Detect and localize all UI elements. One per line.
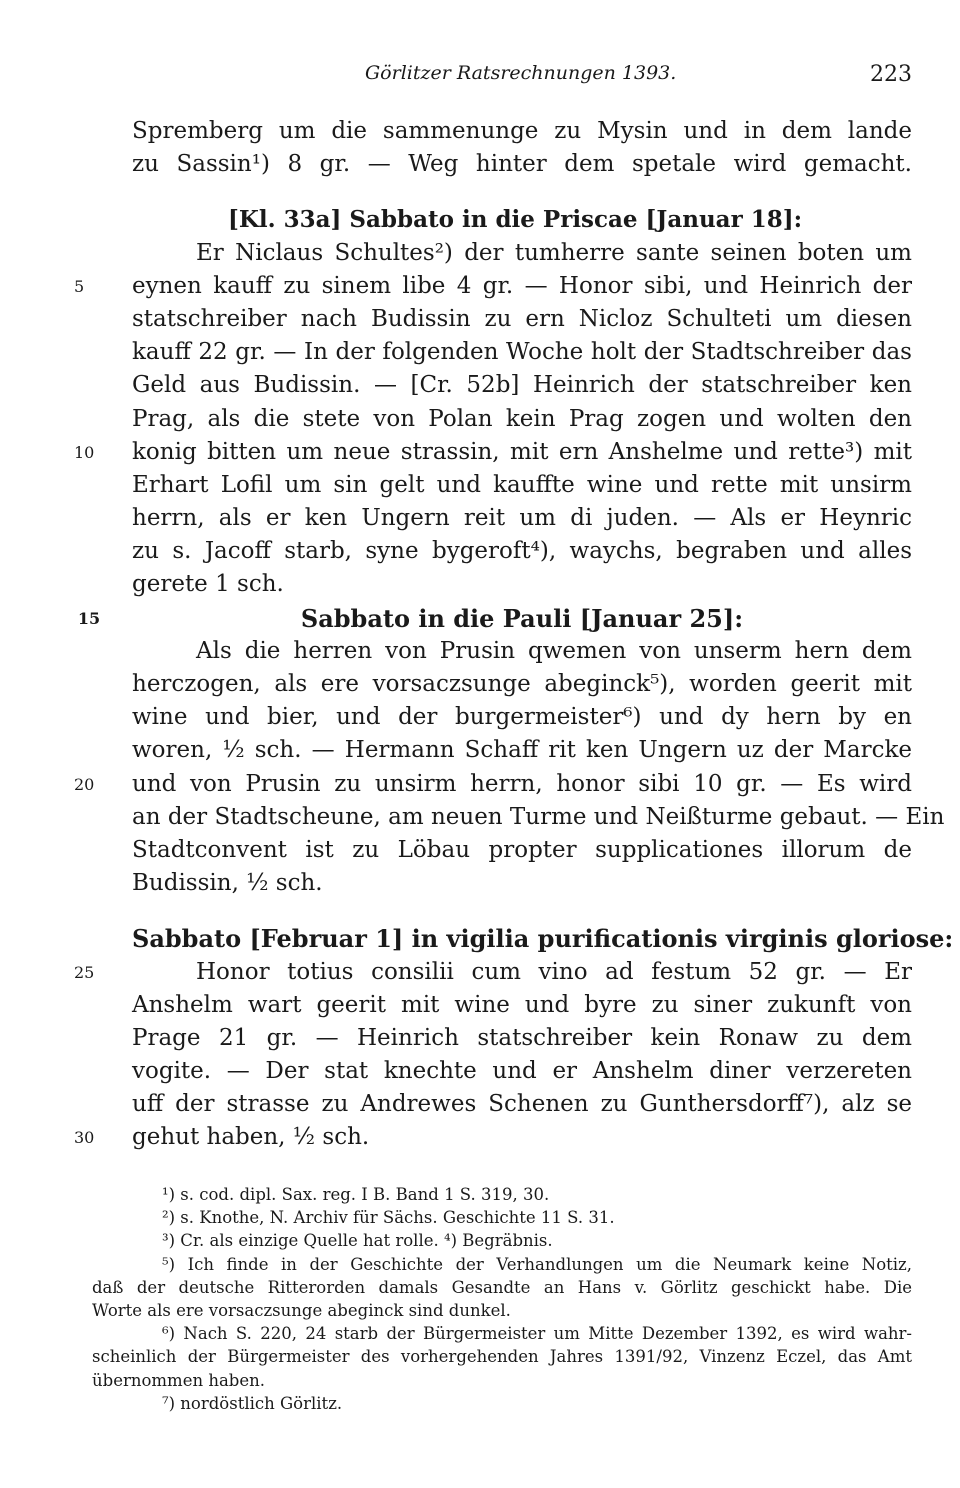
text-line — [74, 956, 912, 989]
line-number: 30 — [74, 1128, 95, 1148]
line-text: statschreiber nach Budissin zu ern Nicloz Schulteti um diesen — [132, 305, 912, 332]
text-line — [132, 867, 912, 900]
line-text: Spremberg um die sammenunge zu Mysin und in dem lande — [132, 118, 912, 144]
text-line — [74, 436, 912, 469]
text-line — [132, 469, 912, 502]
line-text: Geld aus Budissin. — [Cr. 52b] Heinrich der statschreiber ken — [132, 372, 912, 399]
line-text: [Kl. 33a] Sabbato in die Priscae [Januar 18]: — [228, 206, 803, 234]
text-line — [132, 303, 912, 336]
footnote-line: ⁶) Nach S. 220, 24 starb der Bürgermeister um Mitte Dezember 1392, es wird wahr- — [162, 1324, 912, 1344]
section-gap — [132, 900, 912, 922]
page-number: 223 — [870, 62, 912, 87]
text-line — [74, 1121, 912, 1154]
line-text: herczogen, als ere vorsaczsunge abeginck⁵), worden geerit mit — [132, 671, 912, 697]
line-number: 10 — [74, 442, 95, 462]
line-number: 5 — [74, 276, 85, 296]
line-number: 20 — [74, 774, 95, 794]
section-heading — [132, 203, 912, 236]
footnote-line: Worte als ere vorsaczsunge abeginck sind dunkel. — [92, 1300, 511, 1320]
text-line — [132, 502, 912, 535]
line-text: Honor totius consilii cum vino ad festum 52 gr. — Er — [196, 958, 912, 985]
line-text: Erhart Lofil um sin gelt und kauffte wine und rette mit unsirm — [132, 471, 912, 498]
footnote-line: ³) Cr. als einzige Quelle hat rolle. ⁴) Begräbnis. — [162, 1231, 553, 1251]
footnotes — [92, 1183, 912, 1415]
line-text: gehut haben, ½ sch. — [132, 1124, 370, 1151]
line-text: eynen kauff zu sinem libe 4 gr. — Honor sibi, und Heinrich der — [132, 272, 912, 299]
section-heading — [77, 602, 912, 635]
footnote-line: ⁷) nordöstlich Görlitz. — [162, 1393, 343, 1413]
line-text: zu Sassin¹) 8 gr. — Weg hinter dem spetale wird gemacht. — [132, 151, 912, 178]
footnote-line: ⁵) Ich finde in der Geschichte der Verhandlungen um die Neumark keine Notiz, — [162, 1254, 912, 1274]
page-header — [0, 62, 960, 92]
footnote-line: übernommen haben. — [92, 1370, 265, 1390]
line-text: zu s. Jacoff starb, syne bygeroft⁴), waychs, begraben und alles — [132, 538, 912, 565]
line-text: Prag, als die stete von Polan kein Prag zogen und wolten den — [132, 405, 912, 432]
line-text: Als die herren von Prusin qwemen von unserm hern dem — [196, 637, 912, 664]
text-line — [132, 336, 912, 369]
line-text: Sabbato in die Pauli [Januar 25]: — [300, 603, 744, 633]
footnote-line: ¹) s. cod. dipl. Sax. reg. I B. Band 1 S. 319, 30. — [162, 1185, 550, 1204]
text-line — [132, 568, 912, 601]
text-line — [74, 768, 912, 801]
text-line — [132, 148, 912, 181]
line-text: und von Prusin zu unsirm herrn, honor sibi 10 gr. — Es wird — [132, 770, 912, 797]
line-text: herrn, als er ken Ungern reit um di juden. — Als er Heynric — [132, 505, 912, 532]
line-text: wine und bier, und der burgermeister⁶) und dy hern by en — [132, 704, 912, 731]
footnote-line: daß der deutsche Ritterorden damals Gesandte an Hans v. Görlitz geschickt habe. Die — [92, 1277, 912, 1297]
line-text: Budissin, ½ sch. — [132, 870, 323, 897]
text-line — [132, 237, 912, 270]
line-text: woren, ½ sch. — Hermann Schaff rit ken Ungern uz der Marcke — [132, 737, 912, 764]
main-text — [74, 115, 954, 1155]
line-text: konig bitten um neue strassin, mit ern Anshelme und rette³) mit — [132, 438, 912, 465]
text-line — [132, 635, 912, 668]
text-line — [132, 403, 912, 436]
text-line — [132, 834, 912, 867]
text-line — [132, 668, 912, 701]
line-number: 15 — [77, 608, 101, 628]
line-text: uff der strasse zu Andrewes Schenen zu Gunthersdorff⁷), alz se — [132, 1091, 912, 1118]
section-gap — [132, 181, 912, 203]
line-text: Anshelm wart geerit mit wine und byre zu siner zukunft von — [132, 991, 912, 1018]
text-line — [132, 701, 912, 734]
line-text: vogite. — Der stat knechte und er Anshelm diner verzereten — [132, 1058, 912, 1085]
text-line — [132, 115, 912, 148]
line-text: an der Stadtscheune, am neuen Turme und Neißturme gebaut. — Ein — [132, 803, 945, 830]
line-number: 25 — [74, 962, 95, 982]
text-line — [132, 801, 945, 834]
line-text: Stadtconvent ist zu Löbau propter supplicationes illorum de — [132, 836, 912, 863]
footnote-line: scheinlich der Bürgermeister des vorhergehenden Jahres 1391/92, Vinzenz Eczel, das Amt — [92, 1347, 912, 1367]
text-line — [132, 535, 912, 568]
line-text: Prage 21 gr. — Heinrich statschreiber kein Ronaw zu dem — [132, 1024, 912, 1051]
line-text: kauff 22 gr. — In der folgenden Woche holt der Stadtschreiber das — [132, 339, 912, 366]
text-line — [132, 989, 912, 1022]
text-line — [132, 1022, 912, 1055]
text-line — [132, 734, 912, 767]
footnote-line: ²) s. Knothe, N. Archiv für Sächs. Geschichte 11 S. 31. — [162, 1208, 615, 1228]
text-line — [132, 1088, 912, 1121]
text-line — [74, 270, 912, 303]
line-text: gerete 1 sch. — [132, 571, 284, 598]
text-line — [132, 1055, 912, 1088]
line-text: Sabbato [Februar 1] in vigilia purificationis virginis gloriose: — [132, 924, 954, 954]
running-title: Görlitzer Ratsrechnungen 1393. — [365, 62, 677, 84]
section-heading — [132, 922, 954, 955]
text-line — [132, 369, 912, 402]
line-text: Er Niclaus Schultes²) der tumherre sante seinen boten um — [196, 239, 912, 266]
